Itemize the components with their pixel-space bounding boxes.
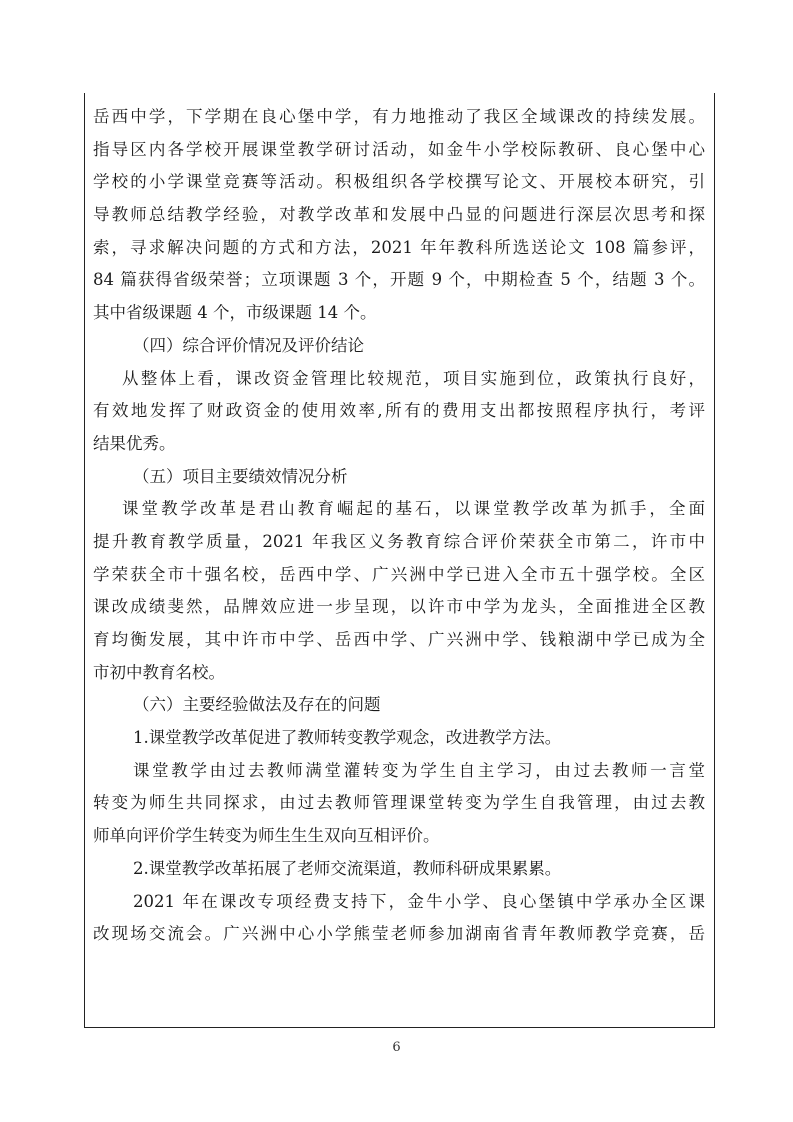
text-line: 导教师总结教学经验，对教学改革和发展中凸显的问题进行深层次思考和探 — [93, 205, 705, 225]
text-line: 课堂教学由过去教师满堂灌转变为学生自主学习，由过去教师一言堂 — [133, 760, 705, 780]
text-line: 指导区内各学校开展课堂教学研讨活动，如金牛小学校际教研、良心堡中心 — [93, 139, 705, 159]
text-line: 有效地发挥了财政资金的使用效率,所有的费用支出都按照程序执行，考评 — [93, 401, 705, 421]
text-line: 市初中教育名校。 — [93, 662, 225, 682]
text-line: 岳西中学，下学期在良心堡中学，有力地推动了我区全域课改的持续发展。 — [93, 107, 705, 126]
section-heading: （六）主要经验做法及存在的问题 — [133, 695, 381, 715]
text-line: 从整体上看，课改资金管理比较规范，项目实施到位，政策执行良好， — [122, 368, 705, 388]
document-body — [93, 101, 705, 951]
text-line: 2021 年在课改专项经费支持下，金牛小学、良心堡镇中学承办全区课 — [133, 891, 705, 911]
section-heading: （五）项目主要绩效情况分析 — [133, 466, 348, 486]
text-line: 课改成绩斐然，品牌效应进一步呈现，以许市中学为龙头，全面推进全区教 — [93, 597, 705, 617]
text-line: 改现场交流会。广兴洲中心小学熊莹老师参加湖南省青年教师教学竞赛，岳 — [93, 924, 705, 944]
text-line: 学校的小学课堂竞赛等活动。积极组织各学校撰写论文、开展校本研究，引 — [93, 172, 705, 192]
text-line: 索，寻求解决问题的方式和方法，2021 年年教科所选送论文 108 篇参评， — [93, 237, 705, 257]
text-line: 育均衡发展，其中许市中学、岳西中学、广兴洲中学、钱粮湖中学已成为全 — [93, 630, 705, 649]
section-heading: （四）综合评价情况及评价结论 — [133, 335, 364, 355]
text-line: 课堂教学改革是君山教育崛起的基石，以课堂教学改革为抓手，全面 — [122, 499, 705, 519]
text-line: 结果优秀。 — [93, 433, 176, 453]
numbered-point: 2.课堂教学改革拓展了老师交流渠道，教师科研成果累累。 — [133, 858, 562, 878]
text-line: 其中省级课题 4 个，市级课题 14 个。 — [93, 303, 377, 323]
text-line: 84 篇获得省级荣誉；立项课题 3 个，开题 9 个，中期检查 5 个，结题 3 个。 — [93, 270, 705, 290]
text-line: 学荣获全市十强名校，岳西中学、广兴洲中学已进入全市五十强学校。全区 — [93, 564, 705, 584]
text-line: 转变为师生共同探求，由过去教师管理课堂转变为学生自我管理，由过去教 — [93, 793, 705, 813]
text-line: 提升教育教学质量，2021 年我区义务教育综合评价荣获全市第二，许市中 — [93, 531, 705, 551]
page-number: 6 — [392, 1040, 401, 1055]
text-line: 师单向评价学生转变为师生生生双向互相评价。 — [93, 826, 440, 846]
numbered-point: 1.课堂教学改革促进了教师转变教学观念，改进教学方法。 — [133, 728, 562, 748]
